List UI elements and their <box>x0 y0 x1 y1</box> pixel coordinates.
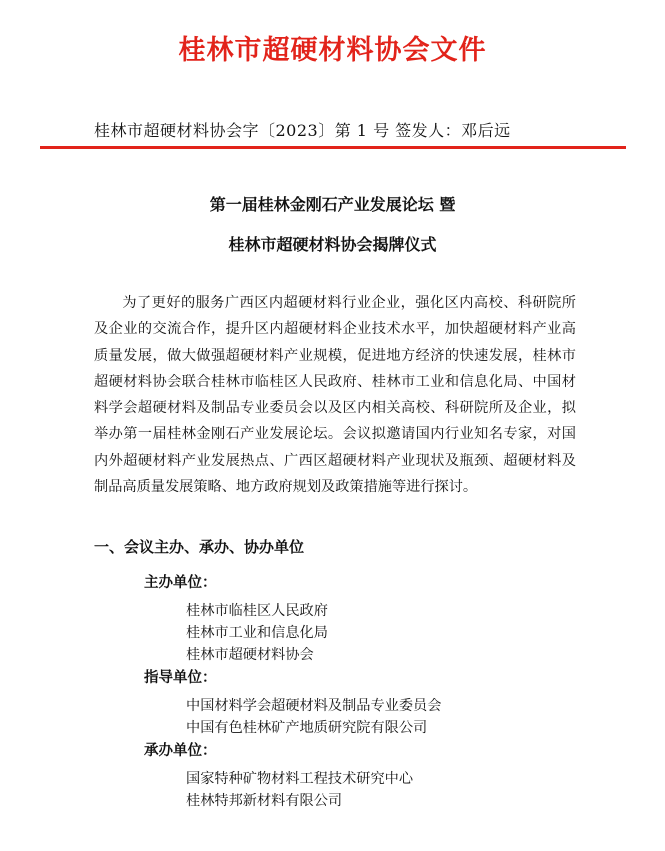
list-item: 中国有色桂林矿产地质研究院有限公司 <box>186 720 428 736</box>
host-list <box>186 768 413 812</box>
red-divider-rule <box>40 146 626 149</box>
list-item: 桂林市超硬材料协会 <box>186 647 314 663</box>
section-1-heading: 一、会议主办、承办、协办单位 <box>94 538 305 556</box>
list-item: 桂林特邦新材料有限公司 <box>186 793 343 809</box>
organizer-group <box>144 570 328 666</box>
organizer-list <box>186 600 328 666</box>
event-title-line-2: 桂林市超硬材料协会揭牌仪式 <box>228 235 437 254</box>
organizer-label: 主办单位： <box>144 575 217 591</box>
host-label: 承办单位： <box>144 743 217 759</box>
guidance-group <box>144 665 441 739</box>
guidance-list <box>186 695 441 739</box>
guidance-label: 指导单位： <box>144 670 217 686</box>
list-item: 桂林市工业和信息化局 <box>186 625 328 641</box>
event-title-line-1: 第一届桂林金刚石产业发展论坛 暨 <box>209 195 456 214</box>
document-number-line: 桂林市超硬材料协会字〔2023〕第 1 号 签发人：邓后远 <box>94 121 511 140</box>
intro-paragraph: 为了更好的服务广西区内超硬材料行业企业，强化区内高校、科研院所及企业的交流合作，提升区内超硬材料企业技术水平，加快超硬材料产业高质量发展，做大做强超硬材料产业规模，促进地方经济的快速发展，桂林市超硬材料协会联合桂林市临桂区人民政府、桂林市工业和信息化局、中国材料学会超硬材料及制品专业委员会以及区内相关高校、科研院所及企业，拟举办第一届桂林金刚石产业发展论坛。会议拟邀请国内行业知名专家，对国内外超硬材料产业发展热点、广西区超硬材料产业现状及瓶颈、超硬材料及制品高质量发展策略、地方政府规划及政策措施等进行探讨。 <box>94 295 576 496</box>
list-item: 桂林市临桂区人民政府 <box>186 603 328 619</box>
list-item: 国家特种矿物材料工程技术研究中心 <box>186 771 414 787</box>
document-header-title: 桂林市超硬材料协会文件 <box>178 35 487 66</box>
host-group <box>144 738 413 812</box>
list-item: 中国材料学会超硬材料及制品专业委员会 <box>186 698 442 714</box>
